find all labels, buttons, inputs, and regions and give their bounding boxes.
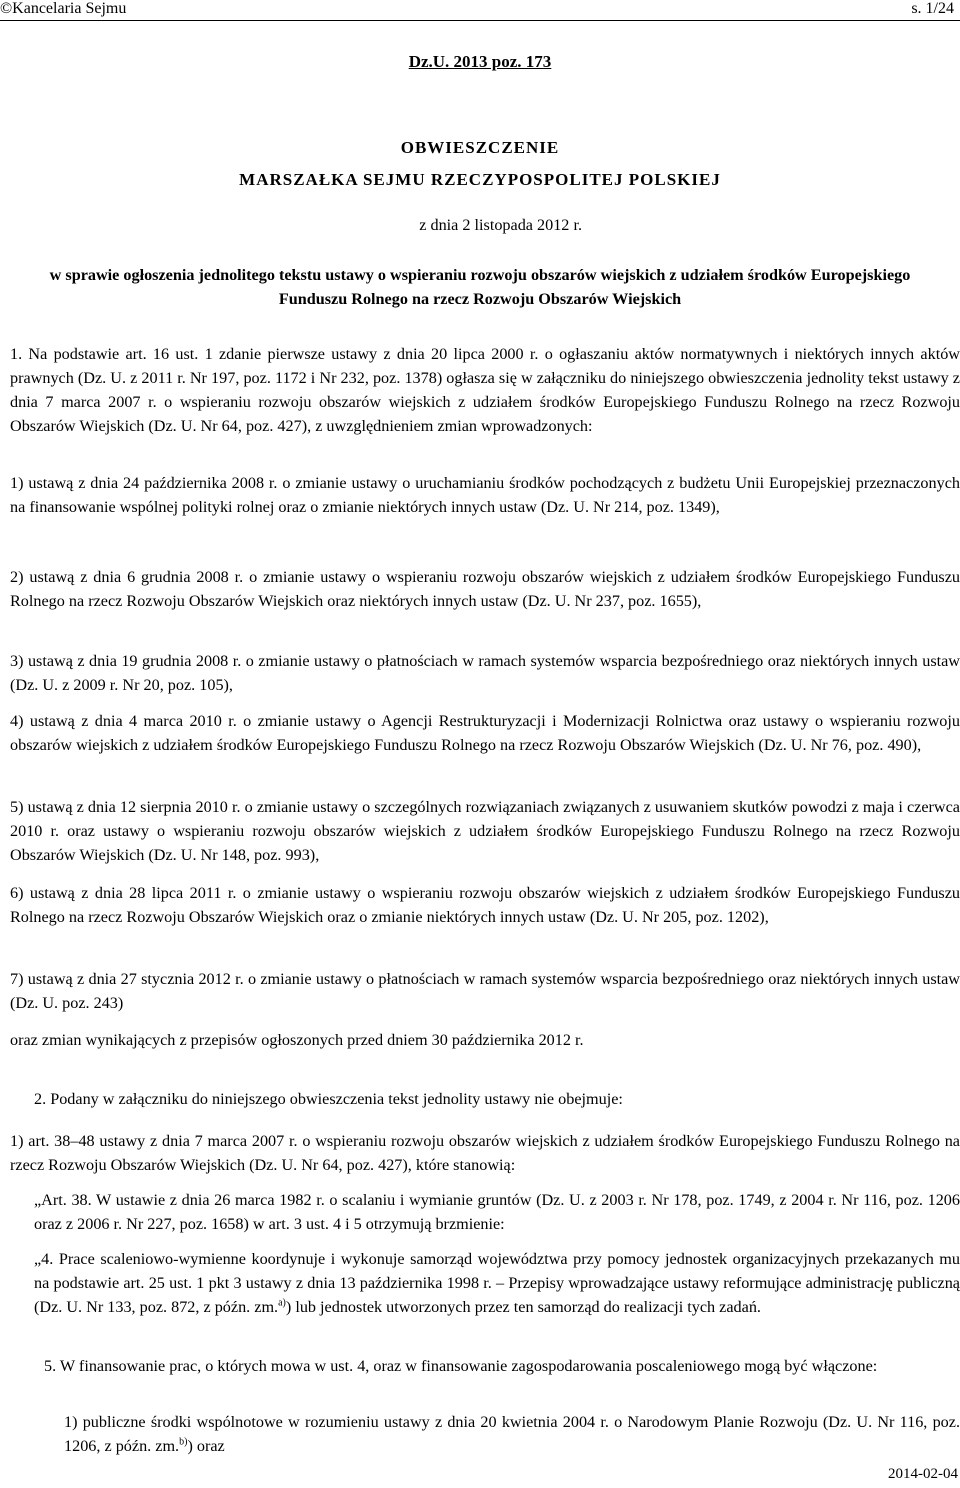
quote-ust-5: 5. W finansowanie prac, o których mowa w ust. 4, oraz w finansowanie zagospodarowania poscaleniowego mogą być włączone: — [44, 1357, 878, 1375]
quote-art-38: „Art. 38. W ustawie z dnia 26 marca 1982 r. o scalaniu i wymianie gruntów (Dz. U. z 2003 r. Nr 178, poz. 1749, z 2004 r. Nr 116, poz. 1206 oraz z 2006 r. Nr 227, poz. 1658) w art. 3 ust. 4 i 5 otrzymują brzmienie: — [34, 1191, 960, 1233]
amendment-item: 6) ustawą z dnia 28 lipca 2011 r. o zmianie ustawy o wspieraniu rozwoju obszarów wiejskich z udziałem środków Europejskiego Funduszu Rolnego na rzecz Rozwoju Obszarów Wiejskich oraz o zmianie niektórych innych ustaw (Dz. U. Nr 205, poz. 1202), — [10, 884, 960, 926]
journal-reference: Dz.U. 2013 poz. 173 — [408, 52, 552, 71]
quote-pkt-1 — [64, 1410, 960, 1458]
footnote-ref-b: b) — [179, 1436, 188, 1448]
amendment-item: 1) ustawą z dnia 24 października 2008 r. o zmianie ustawy o uruchamianiu środków pochodzących z budżetu Unii Europejskiej przeznaczonych na finansowanie wspólnej polityki rolnej oraz o zmianie niektórych innych ustaw (Dz. U. Nr 214, poz. 1349), — [10, 474, 960, 516]
document-title: OBWIESZCZENIE — [400, 138, 560, 157]
quote-pkt-1-text-end: ) oraz — [187, 1437, 225, 1455]
footnote-ref-a: a) — [278, 1297, 286, 1309]
amendment-item: 7) ustawą z dnia 27 stycznia 2012 r. o zmianie ustawy o płatnościach w ramach systemów wsparcia bezpośredniego oraz niektórych innych ustaw (Dz. U. poz. 243) — [10, 970, 960, 1012]
document-subject: w sprawie ogłoszenia jednolitego tekstu ustawy o wspieraniu rozwoju obszarów wiejskich z udziałem środków Europejskiego Funduszu Rolnego na rzecz Rozwoju Obszarów Wiejskich — [49, 266, 911, 308]
footer-date: 2014-02-04 — [888, 1466, 958, 1482]
amendment-item: 4) ustawą z dnia 4 marca 2010 r. o zmianie ustawy o Agencji Restrukturyzacji i Modernizacji Rolnictwa oraz ustawy o wspieraniu rozwoju obszarów wiejskich z udziałem środków Europejskiego Funduszu Rolnego na rzecz Rozwoju Obszarów Wiejskich (Dz. U. Nr 76, poz. 490), — [10, 712, 960, 754]
amendment-item: 2) ustawą z dnia 6 grudnia 2008 r. o zmianie ustawy o wspieraniu rozwoju obszarów wiejskich z udziałem środków Europejskiego Funduszu Rolnego na rzecz Rozwoju Obszarów Wiejskich oraz niektórych innych ustaw (Dz. U. Nr 237, poz. 1655), — [10, 568, 960, 610]
header-page-number: s. 1/24 — [911, 0, 954, 17]
document-issuer: MARSZAŁKA SEJMU RZECZYPOSPOLITEJ POLSKIEJ — [239, 170, 721, 189]
quote-ust-4-text: „4. Prace scaleniowo-wymienne koordynuje i wykonuje samorząd województwa przy pomocy jednostek organizacyjnych przekazanych mu na podstawie art. 25 ust. 1 pkt 3 ustawy z dnia 13 października 1998 r. – Przepisy wprowadzające ustawy reformujące administrację publiczną (Dz. U. Nr 133, poz. 872, z późn. zm. — [34, 1250, 960, 1316]
quote-ust-4 — [34, 1247, 960, 1319]
amendment-item: 3) ustawą z dnia 19 grudnia 2008 r. o zmianie ustawy o płatnościach w ramach systemów wsparcia bezpośredniego oraz niektórych innych ustaw (Dz. U. z 2009 r. Nr 20, poz. 105), — [10, 652, 960, 694]
excluded-item-1: 1) art. 38–48 ustawy z dnia 7 marca 2007 r. o wspieraniu rozwoju obszarów wiejskich z udziałem środków Europejskiego Funduszu Rolnego na rzecz Rozwoju Obszarów Wiejskich (Dz. U. Nr 64, poz. 427), które stanowią: — [10, 1132, 960, 1174]
amendment-item: 5) ustawą z dnia 12 sierpnia 2010 r. o zmianie ustawy o szczególnych rozwiązaniach związanych z usuwaniem skutków powodzi z maja i czerwca 2010 r. oraz ustawy o wspieraniu rozwoju obszarów wiejskich z udziałem środków Europejskiego Funduszu Rolnego na rzecz Rozwoju Obszarów Wiejskich (Dz. U. Nr 148, poz. 993), — [10, 798, 960, 864]
header-publisher: ©Kancelaria Sejmu — [0, 0, 127, 17]
quote-pkt-1-text: 1) publiczne środki wspólnotowe w rozumieniu ustawy z dnia 20 kwietnia 2004 r. o Narodowym Planie Rozwoju (Dz. U. Nr 116, poz. 1206, z późn. zm. — [64, 1413, 960, 1455]
paragraph-oraz: oraz zmian wynikających z przepisów ogłoszonych przed dniem 30 października 2012 r. — [10, 1031, 584, 1049]
quote-ust-4-text-end: ) lub jednostek utworzonych przez ten samorząd do realizacji tych zadań. — [285, 1298, 761, 1316]
document-date: z dnia 2 listopada 2012 r. — [419, 216, 582, 234]
header-divider — [0, 20, 960, 21]
paragraph-2: 2. Podany w załączniku do niniejszego obwieszczenia tekst jednolity ustawy nie obejmuje: — [34, 1090, 623, 1108]
paragraph-1: 1. Na podstawie art. 16 ust. 1 zdanie pierwsze ustawy z dnia 20 lipca 2000 r. o ogłaszaniu aktów normatywnych i niektórych innych aktów prawnych (Dz. U. z 2011 r. Nr 197, poz. 1172 i Nr 232, poz. 1378) ogłasza się w załączniku do niniejszego obwieszczenia jednolity tekst ustawy z dnia 7 marca 2007 r. o wspieraniu rozwoju obszarów wiejskich z udziałem środków Europejskiego Funduszu Rolnego na rzecz Rozwoju Obszarów Wiejskich (Dz. U. Nr 64, poz. 427), z uwzględnieniem zmian wprowadzonych: — [10, 345, 960, 435]
